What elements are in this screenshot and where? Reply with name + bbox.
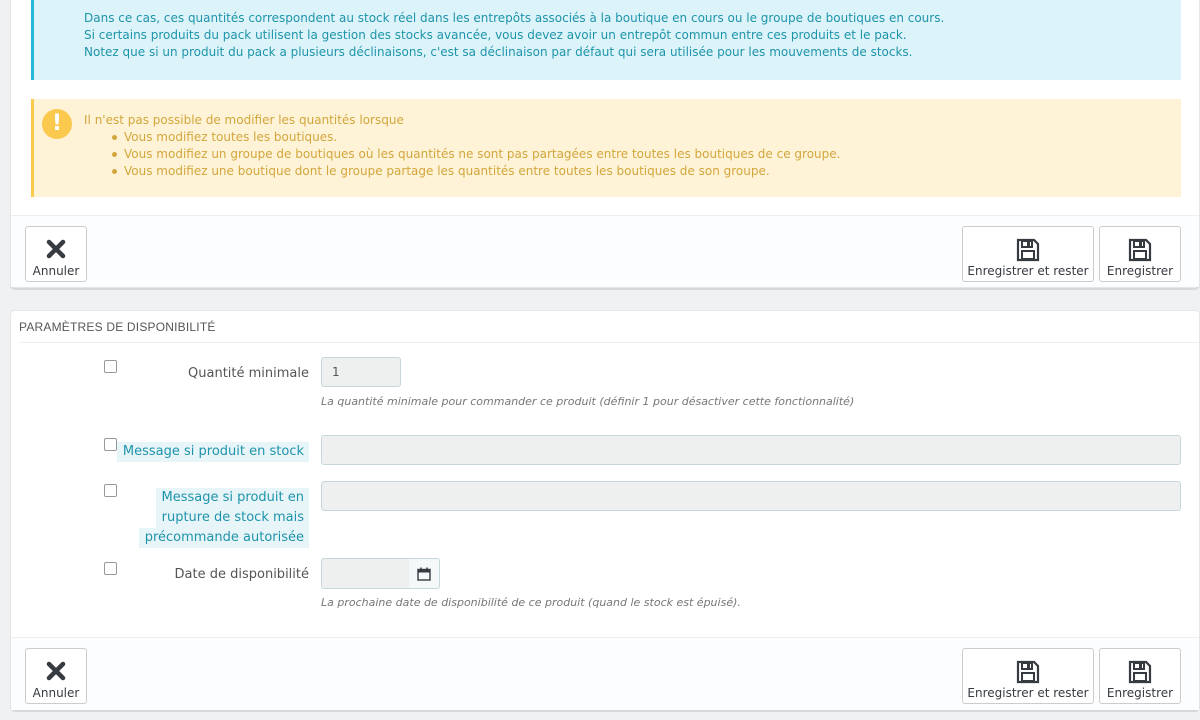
- date-label: Date de disponibilité: [174, 567, 309, 582]
- cancel-label: Annuler: [32, 686, 80, 700]
- info-line: Si certains produits du pack utilisent la gestion des stocks avancée, vous devez avoir un entrepôt commun entre ces produits et le pack.: [84, 28, 907, 42]
- floppy-disk-icon: [1100, 230, 1180, 260]
- save-label: Enregistrer: [1106, 686, 1174, 700]
- exclamation-icon: !: [42, 109, 72, 139]
- warning-intro: Il n'est pas possible de modifier les quantités lorsque: [84, 113, 404, 127]
- info-line: Notez que si un produit du pack a plusieurs déclinaisons, c'est sa déclinaison par défaut qui sera utilisée pour les mouvements de stocks.: [84, 45, 913, 59]
- floppy-disk-icon: [1100, 652, 1180, 682]
- panel-heading: PARAMÈTRES DE DISPONIBILITÉ: [19, 319, 1199, 343]
- save-and-stay-label: Enregistrer et rester: [967, 264, 1089, 278]
- backorder-message-input[interactable]: [321, 481, 1181, 511]
- in-stock-checkbox[interactable]: [104, 438, 117, 451]
- calendar-button[interactable]: [409, 558, 440, 589]
- close-icon: [26, 230, 86, 260]
- warning-item: Vous modifiez une boutique dont le groupe partage les quantités entre toutes les boutiques de son groupe.: [124, 163, 1181, 180]
- warning-alert: [31, 99, 1181, 197]
- backorder-label-line: précommande autorisée: [139, 528, 309, 548]
- warning-item: Vous modifiez un groupe de boutiques où les quantités ne sont pas partagées entre toutes les boutiques de ce groupe.: [124, 146, 1181, 163]
- save-button[interactable]: [1099, 226, 1181, 282]
- backorder-label[interactable]: [139, 488, 309, 548]
- date-input[interactable]: [321, 558, 411, 589]
- date-hint: La prochaine date de disponibilité de ce produit (quand le stock est épuisé).: [321, 596, 741, 609]
- cancel-button[interactable]: [25, 226, 87, 282]
- panel-footer: [11, 637, 1199, 710]
- panel-footer: [11, 215, 1199, 287]
- availability-panel: [10, 310, 1200, 710]
- in-stock-message-input[interactable]: [321, 435, 1181, 465]
- stock-panel: [10, 0, 1200, 288]
- save-and-stay-button[interactable]: [962, 648, 1094, 704]
- floppy-disk-icon: [963, 230, 1093, 260]
- close-icon: [26, 652, 86, 682]
- save-and-stay-button[interactable]: [962, 226, 1094, 282]
- calendar-icon: [417, 570, 431, 584]
- backorder-label-line: Message si produit en: [156, 488, 309, 508]
- min-qty-input[interactable]: 1: [321, 357, 401, 387]
- save-button[interactable]: [1099, 648, 1181, 704]
- min-qty-label: Quantité minimale: [188, 366, 309, 381]
- info-alert: [31, 0, 1181, 80]
- backorder-checkbox[interactable]: [104, 484, 117, 497]
- min-qty-checkbox[interactable]: [104, 360, 117, 373]
- save-and-stay-label: Enregistrer et rester: [967, 686, 1089, 700]
- cancel-label: Annuler: [32, 264, 80, 278]
- floppy-disk-icon: [963, 652, 1093, 682]
- backorder-label-line: rupture de stock mais: [156, 508, 309, 528]
- in-stock-label[interactable]: Message si produit en stock: [117, 442, 309, 462]
- info-line: Dans ce cas, ces quantités correspondent au stock réel dans les entrepôts associés à la boutique en cours ou le groupe de boutiques en cours.: [84, 11, 945, 25]
- cancel-button[interactable]: [25, 648, 87, 704]
- warning-item: Vous modifiez toutes les boutiques.: [124, 129, 1181, 146]
- date-checkbox[interactable]: [104, 562, 117, 575]
- save-label: Enregistrer: [1106, 264, 1174, 278]
- min-qty-hint: La quantité minimale pour commander ce produit (définir 1 pour désactiver cette fonctionnalité): [321, 395, 855, 408]
- warning-list: [84, 129, 1181, 180]
